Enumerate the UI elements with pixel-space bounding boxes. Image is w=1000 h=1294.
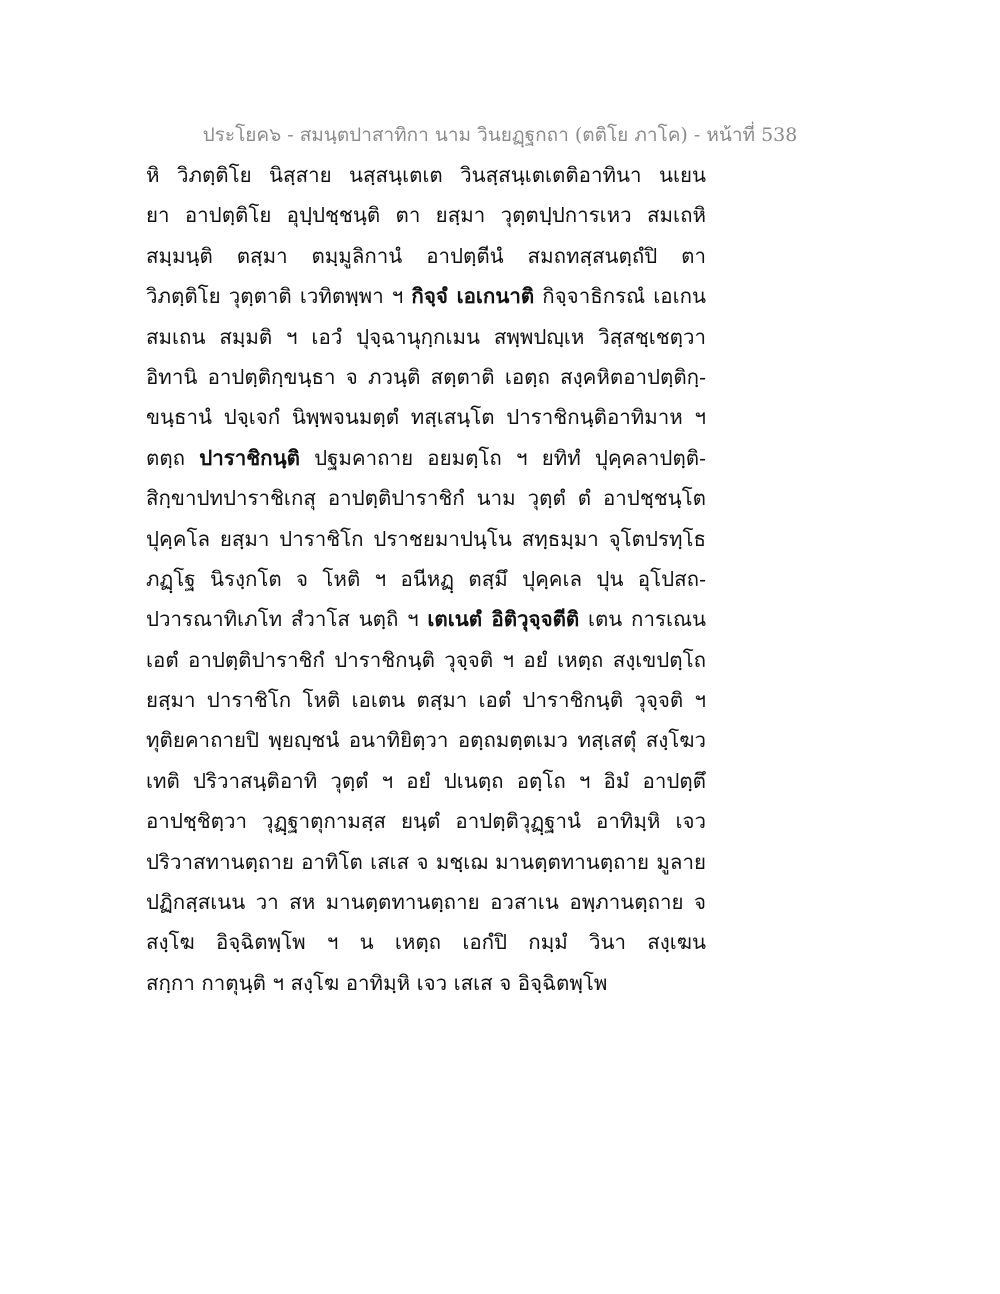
bold-term: กิจฺจํ เอเกนาติ (411, 284, 535, 309)
text-line (146, 801, 706, 841)
text-segment: ภฏฺโฐ นิรงฺกโต จ โหติ ฯ อนีหฏฺ ตสฺมึ ปุคฺคเล ปุน อุโปสถ- (146, 566, 706, 591)
text-segment: เตน การเณน (579, 607, 707, 632)
text-line (146, 317, 706, 357)
bold-term: ปาราชิกนฺติ (199, 445, 300, 470)
text-line (146, 761, 706, 801)
text-line (146, 559, 706, 599)
bold-term: เตเนตํ อิติวุจฺจตีติ (427, 607, 580, 632)
text-segment: สมฺมนฺติ ตสฺมา ตมฺมูลิกานํ อาปตฺตีนํ สมถทสฺสนตฺถํปิ ตา (146, 243, 706, 268)
text-segment: วิภตฺติโย วุตฺตาติ เวทิตพฺพา ฯ (146, 284, 412, 309)
text-line (146, 882, 706, 922)
text-line (146, 478, 706, 518)
text-segment: ปฐมคาถาย อยมตฺโถ ฯ ยทิทํ ปุคฺคลาปตฺติ- (299, 445, 706, 470)
text-line (146, 519, 706, 559)
text-segment: ตตฺถ (146, 445, 200, 470)
text-segment: อาปชฺชิตฺวา วุฏฺฐาตุกามสฺส ยนฺตํ อาปตฺติวุฏฺฐานํ อาทิมฺหิ เจว (146, 809, 706, 834)
text-line (146, 640, 706, 680)
text-segment: สงฺโฆ อิจฺฉิตพฺโพ ฯ น เหตฺถ เอกํปิ กมฺมํ วินา สงฺเฆน (146, 930, 706, 955)
text-segment: ปุคฺคโล ยสฺมา ปาราชิโก ปราชยมาปนฺโน สทฺธมฺมา จุโตปรทฺโธ (146, 526, 706, 551)
text-segment: หิ วิภตฺติโย นิสฺสาย นสฺสนฺเตเต วินสฺสนฺเตเตติอาทินา นเยน (146, 163, 706, 187)
text-segment: ยสฺมา ปาราชิโก โหติ เอเตน ตสฺมา เอตํ ปาราชิกนฺติ วุจฺจติ ฯ (146, 688, 706, 713)
text-line (146, 195, 706, 235)
text-line (146, 680, 706, 720)
text-line (146, 842, 706, 882)
text-segment: ปวารณาทิเภโท สํวาโส นตฺถิ ฯ (146, 607, 428, 632)
text-segment: สมเถน สมฺมติ ฯ เอวํ ปุจฺฉานุกฺกเมน สพฺพปญฺเห วิสฺสชฺเชตฺวา (146, 324, 706, 349)
text-segment: ขนฺธานํ ปจฺเจกํ นิพฺพจนมตฺตํ ทสฺเสนฺโต ปาราชิกนฺติอาทิมาห ฯ (146, 405, 706, 430)
text-segment: ยา อาปตฺติโย อุปฺปชฺชนฺติ ตา ยสฺมา วุตฺตปฺปการเหว สมเถหิ (146, 203, 706, 228)
text-segment: ปฏิกสฺสเนน วา สห มานตฺตทานตฺถาย อวสาเน อพฺภานตฺถาย จ (146, 890, 706, 915)
text-line (146, 720, 706, 760)
page-header: ประโยค๖ - สมนฺตปาสาทิกา นาม วินยฏฺฐกถา (ตติโย ภาโค) - หน้าที่ 538 (202, 124, 798, 146)
text-line (146, 963, 706, 1003)
text-line (146, 357, 706, 397)
text-segment: อิทานิ อาปตฺติกฺขนฺธา จ ภวนฺติ สตฺตาติ เอตฺถ สงฺคหิตอาปตฺติกฺ- (146, 364, 706, 389)
text-segment: เอตํ อาปตฺติปาราชิกํ ปาราชิกนฺติ วุจฺจติ ฯ อยํ เหตฺถ สงฺเขปตฺโถ (146, 647, 706, 672)
text-line (146, 438, 706, 478)
text-line (146, 397, 706, 437)
text-segment: สิกฺขาปทปาราชิเกสุ อาปตฺติปาราชิกํ นาม วุตฺตํ ตํ อาปชฺชนฺโต (146, 486, 706, 511)
text-segment: ปริวาสทานตฺถาย อาทิโต เสเส จ มชฺเฌ มานตฺตทานตฺถาย มูลาย (146, 849, 706, 874)
text-segment: สกฺกา กาตุนฺติ ฯ สงฺโฆ อาทิมฺหิ เจว เสเส จ อิจฺฉิตพฺโพ (146, 970, 608, 995)
text-line (146, 155, 706, 195)
body-text (146, 155, 706, 1003)
text-line (146, 236, 706, 276)
text-segment: กิจฺจาธิกรณํ เอเกน (534, 284, 707, 309)
text-segment: ทุติยคาถายปิ พฺยญฺชนํ อนาทิยิตฺวา อตฺถมตฺตเมว ทสฺเสตุํ สงฺโฆว (146, 728, 706, 753)
text-segment: เทติ ปริวาสนฺติอาทิ วุตฺตํ ฯ อยํ ปเนตฺถ อตฺโถ ฯ อิมํ อาปตฺตึ (146, 768, 706, 793)
text-line (146, 922, 706, 962)
text-line (146, 599, 706, 639)
text-line (146, 276, 706, 316)
